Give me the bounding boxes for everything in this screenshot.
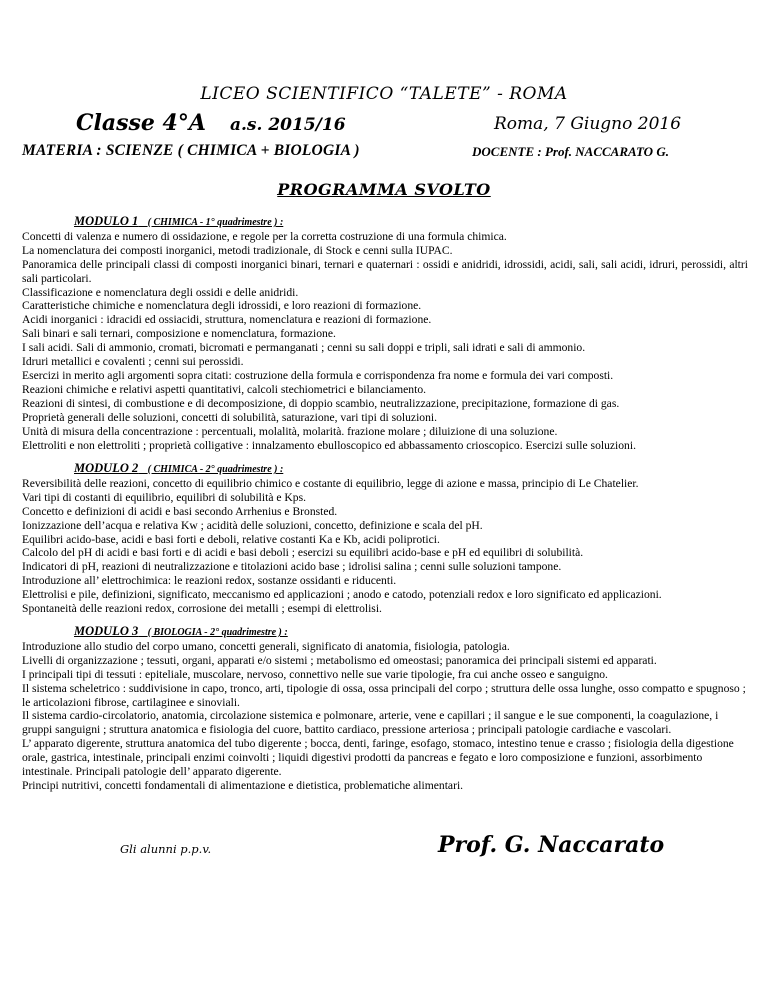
module-line: Introduzione all’ elettrochimica: le reazioni redox, sostanze ossidanti e riducenti. [22, 574, 397, 588]
module-line: La nomenclatura dei composti inorganici, metodi tradizionale, di Stock e cenni sulla IUPAC. [22, 243, 453, 257]
module-line: Caratteristiche chimiche e nomenclatura degli idrossidi, e loro reazioni di formazione. [22, 299, 422, 313]
module-line: Livelli di organizzazione ; tessuti, organi, apparati e/o sistemi ; metabolismo ed omeostasi; panoramica dei principali sistemi ed apparati. [22, 653, 657, 667]
module-line: Unità di misura della concentrazione : percentuali, molalità, molarità. frazione molare ; diluizione di una soluzione. [22, 424, 558, 438]
module-line: Sali binari e sali ternari, composizione e nomenclatura, formazione. [22, 327, 336, 341]
module-line: Elettroliti e non elettroliti ; proprietà colligative : innalzamento ebulloscopico ed abbassamento crioscopico. Esercizi sulle soluzioni. [22, 438, 636, 452]
subject-label: MATERIA : SCIENZE ( CHIMICA + BIOLOGIA ) [22, 142, 360, 159]
module-heading [74, 625, 748, 640]
class-label: Classe 4°A [76, 110, 206, 136]
date-line: Roma, 7 Giugno 2016 [494, 114, 682, 134]
module-line: Calcolo del pH di acidi e basi forti e di acidi e basi deboli ; esercizi su equilibri acido-base e pH ed equilibri di solubilità. [22, 546, 584, 560]
module-section [22, 625, 748, 793]
module-line: Classificazione e nomenclatura degli ossidi e delle anidridi. [22, 285, 299, 299]
module-line: Reazioni chimiche e relativi aspetti quantitativi, calcoli stechiometrici e bilanciamento. [22, 382, 427, 396]
module-line: Concetti di valenza e numero di ossidazione, e regole per la corretta costruzione di una formula chimica. [22, 229, 507, 243]
teacher-label: DOCENTE : Prof. NACCARATO G. [472, 144, 669, 159]
subject-row [0, 142, 768, 162]
module-line: Panoramica delle principali classi di composti inorganici binari, ternari e quaternari : ossidi e anidridi, idrossidi, acidi, sali, sali acidi, idruri, perossidi, altri sali particolari. [22, 257, 748, 285]
module-line: Il sistema cardio-circolatorio, anatomia, circolazione sistemica e polmonare, arterie, vene e capillari ; il sangue e le sue componenti, la coagulazione, i gruppi sanguigni ; struttura anatomica e fisiologia del cuore, battito cardiaco, pressione arteriosa ; principali patologie cardiache e vascolari. [22, 709, 719, 737]
module-line: Reversibilità delle reazioni, concetto di equilibrio chimico e costante di equilibrio, legge di azione e massa, principio di Le Chatelier. [22, 476, 639, 490]
module-line: Vari tipi di costanti di equilibrio, equilibri di solubilità e Kps. [22, 490, 307, 504]
class-row [0, 110, 768, 140]
module-subtitle: ( BIOLOGIA - 2° quadrimestre ) : [147, 627, 288, 638]
module-section [22, 215, 748, 452]
module-line: Elettrolisi e pile, definizioni, significato, meccanismo ed applicazioni ; anodo e catodo, potenziali redox e loro significato ed applicazioni. [22, 588, 662, 602]
module-line: Idruri metallici e covalenti ; cenni sui perossidi. [22, 355, 244, 369]
module-line: I principali tipi di tessuti : epiteliale, muscolare, nervoso, connettivo nelle sue varie tipologie, fra cui anche osseo e sanguigno. [22, 667, 608, 681]
module-subtitle: ( CHIMICA - 2° quadrimestre ) : [147, 464, 284, 475]
module-number: MODULO 1 [74, 214, 139, 228]
module-line: Spontaneità delle reazioni redox, corrosione dei metalli ; esempi di elettrolisi. [22, 602, 382, 616]
module-number: MODULO 2 [74, 461, 139, 475]
students-signature: Gli alunni p.p.v. [120, 842, 212, 856]
school-name: LICEO SCIENTIFICO “TALETE” - ROMA [200, 84, 568, 104]
module-line: Principi nutritivi, concetti fondamentali di alimentazione e dietistica, problematiche alimentari. [22, 778, 464, 792]
module-line: Acidi inorganici : idracidi ed ossiacidi, struttura, nomenclatura e reazioni di formazione. [22, 313, 432, 327]
school-year: a.s. 2015/16 [230, 115, 346, 135]
module-line: Esercizi in merito agli argomenti sopra citati: costruzione della formula e corrispondenza fra nome e formula dei vari composti. [22, 368, 614, 382]
module-line: Ionizzazione dell’acqua e relativa Kw ; acidità delle soluzioni, concetto, definizione e scala del pH. [22, 518, 483, 532]
module-line: Equilibri acido-base, acidi e basi forti e deboli, relative costanti Ka e Kb, acidi poliprotici. [22, 532, 440, 546]
teacher-signature: Prof. G. Naccarato [438, 832, 665, 858]
module-line: Introduzione allo studio del corpo umano, concetti generali, significato di anatomia, fisiologia, patologia. [22, 639, 510, 653]
module-line: Il sistema scheletrico : suddivisione in capo, tronco, arti, tipologie di ossa, ossa principali del corpo ; struttura delle ossa lunghe, osso compatto e spugnoso ; le articolazioni fibrose, cartilaginee e sinoviali. [22, 681, 746, 709]
module-line: I sali acidi. Sali di ammonio, cromati, bicromati e permanganati ; cenni su sali doppi e tripli, sali idrati e sali di ammonio. [22, 341, 586, 355]
module-line: Indicatori di pH, reazioni di neutralizzazione e titolazioni acido base ; idrolisi salina ; cenni sulle soluzioni tampone. [22, 560, 562, 574]
module-heading [74, 215, 748, 230]
module-line: Proprietà generali delle soluzioni, concetti di solubilità, saturazione, vari tipi di soluzioni. [22, 410, 438, 424]
module-heading [74, 462, 748, 477]
module-subtitle: ( CHIMICA - 1° quadrimestre ) : [147, 217, 284, 228]
module-number: MODULO 3 [74, 624, 139, 638]
module-line: Reazioni di sintesi, di combustione e di decomposizione, di doppio scambio, neutralizzazione, precipitazione, formazione di gas. [22, 396, 620, 410]
program-title: PROGRAMMA SVOLTO [277, 180, 491, 199]
module-line: L’ apparato digerente, struttura anatomica del tubo digerente ; bocca, denti, faringe, esofago, stomaco, intestino tenue e crasso ; fisiologia della digestione orale, gastrica, intestinale, principali enzimi coinvolti ; liquidi digestivi prodotti da pancreas e fegato e loro composizione e funzioni, assorbimento intestinale. Principali patologie dell’ apparato digerente. [22, 737, 734, 779]
module-line: Concetto e definizioni di acidi e basi secondo Arrhenius e Bronsted. [22, 504, 338, 518]
module-section [22, 462, 748, 616]
